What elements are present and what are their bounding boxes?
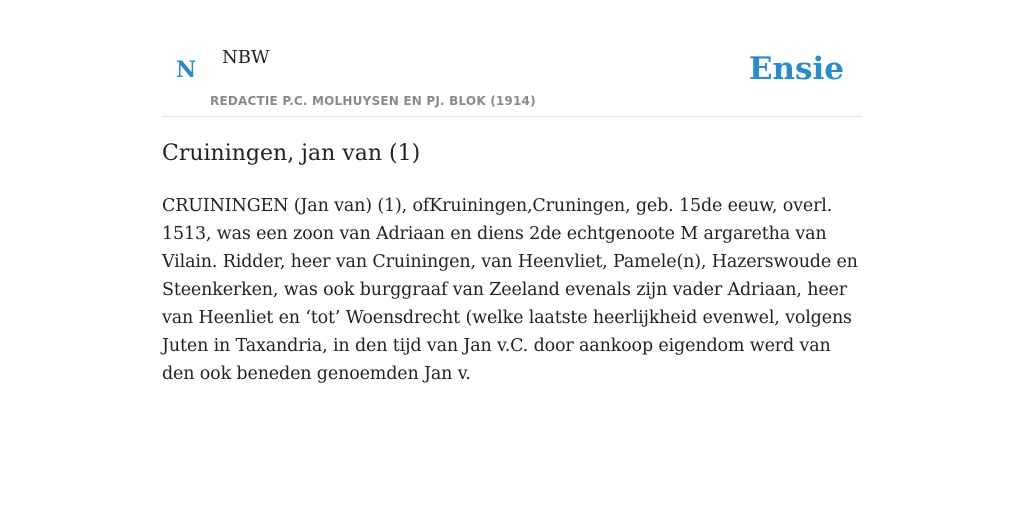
source-editors: REDACTIE P.C. MOLHUYSEN EN PJ. BLOK (1914) xyxy=(210,94,536,108)
source-name[interactable]: NBW xyxy=(222,47,270,68)
source-letter-icon: N xyxy=(176,57,197,83)
brand-logo[interactable]: Ensie xyxy=(748,51,844,87)
article-body: CRUININGEN (Jan van) (1), ofKruiningen,Cruningen, geb. 15de eeuw, overl. 1513, was een zoon van Adriaan en diens 2de echtgenoote M argaretha van Vilain. Ridder, heer van Cruiningen, van Heenvliet, Pamele(n), Hazerswoude en Steenkerken, was ook burggraaf van Zeeland evenals zijn vader Adriaan, heer van Heenliet en ‘tot’ Woensdrecht (welke laatste heerlijkheid evenwel, volgens Juten in Taxandria, in den tijd van Jan v.C. door aankoop eigendom werd van den ook beneden genoemden Jan v. xyxy=(162,196,858,384)
source-header xyxy=(162,0,862,117)
article-title: Cruiningen, jan van (1) xyxy=(162,141,421,166)
